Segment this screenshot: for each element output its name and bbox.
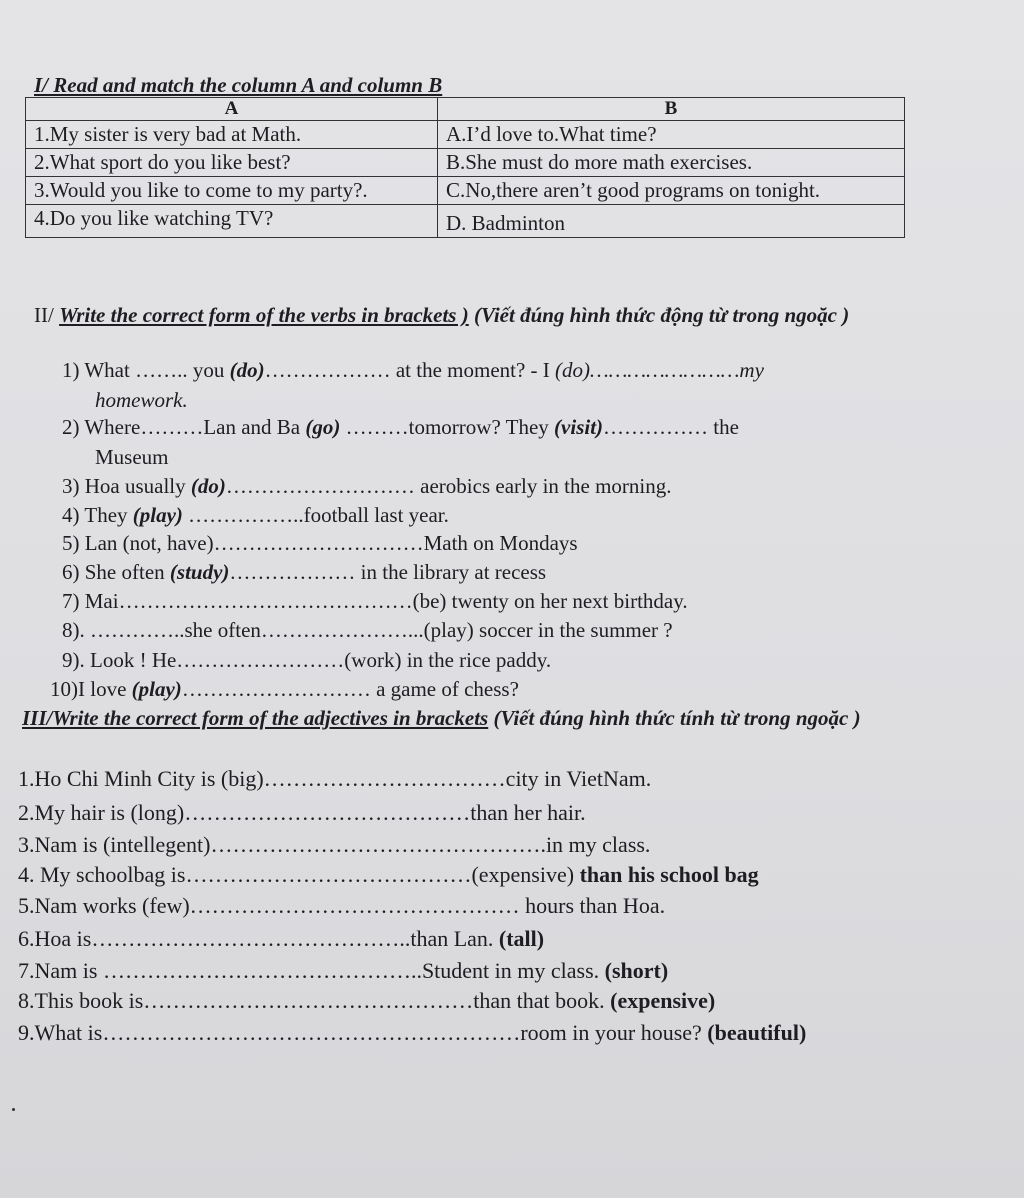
column-a-cell: 2.What sport do you like best? [26, 149, 438, 177]
item-text: ……………………my [590, 358, 764, 382]
column-b-cell: A.I’d love to.What time? [438, 121, 905, 149]
item-text: ……………… in the library at recess [229, 560, 547, 584]
exercise-item [62, 503, 449, 528]
section-2-title-vi: (Viết đúng hình thức động từ trong ngoặc ) [468, 303, 850, 327]
section-1-title [34, 73, 442, 98]
item-text: ……………… at the moment? - I [264, 358, 556, 382]
verb-hint: (play) [132, 503, 183, 527]
section-2-numeral: II/ [34, 303, 60, 327]
section-2-title-en: Write the correct form of the verbs in brackets ) [59, 303, 469, 327]
item-text: 2) Where………Lan and Ba [62, 415, 306, 439]
section-1-numeral: I/ [34, 73, 49, 97]
table-header-row [26, 98, 905, 121]
column-b-cell: B.She must do more math exercises. [438, 149, 905, 177]
verb-hint: (go) [305, 415, 341, 439]
column-a-cell: 3.Would you like to come to my party?. [26, 177, 438, 205]
item-text: ……………..football last year. [182, 503, 449, 527]
item-text: 7.Nam is ……………………………………..Student in my class. [18, 958, 605, 983]
exercise-item: 2.My hair is (long)…………………………………than her hair. [18, 800, 586, 825]
exercise-item: 7) Mai……………………………………(be) twenty on her next birthday. [62, 589, 688, 613]
verb-hint: (visit) [554, 415, 604, 439]
section-3-title-vi: (Viết đúng hình thức tính từ trong ngoặc ) [488, 706, 861, 730]
item-text: 6) She often [62, 560, 170, 584]
section-3-title [22, 703, 1002, 734]
exercise-item: 1.Ho Chi Minh City is (big)……………………………city in VietNam. [18, 766, 652, 791]
exercise-item [18, 988, 715, 1014]
section-3-title-en: III/Write the correct form of the adjectives in brackets [22, 706, 489, 730]
exercise-item [18, 926, 544, 952]
verb-hint: (do) [190, 474, 226, 498]
item-text: 8.This book is………………………………………than that book. [18, 988, 611, 1013]
item-text: ……………………… aerobics early in the morning. [225, 474, 672, 498]
verb-hint: (do) [555, 358, 591, 382]
column-a-header: A [26, 98, 438, 121]
stray-dot [12, 1108, 15, 1111]
column-b-header: B [438, 98, 905, 121]
verb-hint: (study) [169, 560, 230, 584]
item-text: 4. My schoolbag is…………………………………(expensive) [18, 862, 580, 887]
adjective-hint: (expensive) [610, 988, 716, 1013]
section-1-title-text: Read and match the column A and column B [48, 73, 443, 97]
adjective-hint: (beautiful) [707, 1020, 807, 1045]
exercise-item [50, 677, 519, 702]
item-text: ………tomorrow? They [340, 415, 555, 439]
item-text: …………… the [603, 415, 739, 439]
table-row [26, 177, 905, 205]
verb-hint: (do) [229, 358, 265, 382]
item-text: ……………………… a game of chess? [181, 677, 519, 701]
exercise-item: 5) Lan (not, have)…………………………Math on Mondays [62, 531, 578, 555]
exercise-item: 3.Nam is (intellegent)……………………………………….in my class. [18, 832, 651, 857]
verb-hint: (play) [131, 677, 182, 701]
column-a-cell: 4.Do you like watching TV? [26, 205, 438, 238]
table-row [26, 205, 905, 238]
column-b-cell: C.No,there aren’t good programs on tonight. [438, 177, 905, 205]
item-text: 4) They [62, 503, 133, 527]
exercise-item [62, 560, 546, 585]
item-text: 9.What is…………………………………………………room in your house? [18, 1020, 708, 1045]
exercise-item [18, 862, 759, 888]
exercise-item-cont: homework. [95, 388, 188, 412]
exercise-item [62, 415, 739, 440]
exercise-item: 9). Look ! He……………………(work) in the rice paddy. [62, 648, 552, 672]
exercise-item [18, 1020, 806, 1046]
section-2-title [34, 300, 964, 330]
exercise-item-cont: Museum [95, 445, 169, 469]
exercise-item: 5.Nam works (few)……………………………………… hours than Hoa. [18, 893, 666, 918]
exercise-item [62, 358, 764, 383]
item-text: 1) What …….. you [62, 358, 230, 382]
item-text: 6.Hoa is……………………………………..than Lan. [18, 926, 499, 951]
adjective-hint: (tall) [498, 926, 545, 951]
exercise-item [62, 474, 672, 499]
table-row [26, 149, 905, 177]
exercise-item: 8). …………..she often…………………...(play) soccer in the summer ? [62, 618, 673, 642]
column-b-cell: D. Badminton [438, 205, 905, 238]
item-text: 3) Hoa usually [62, 474, 191, 498]
match-table [25, 97, 905, 238]
item-text: 10)I love [50, 677, 132, 701]
adjective-hint: (short) [604, 958, 669, 983]
exercise-item [18, 958, 668, 984]
adjective-hint: than his school bag [579, 862, 759, 887]
column-a-cell: 1.My sister is very bad at Math. [26, 121, 438, 149]
table-row [26, 121, 905, 149]
